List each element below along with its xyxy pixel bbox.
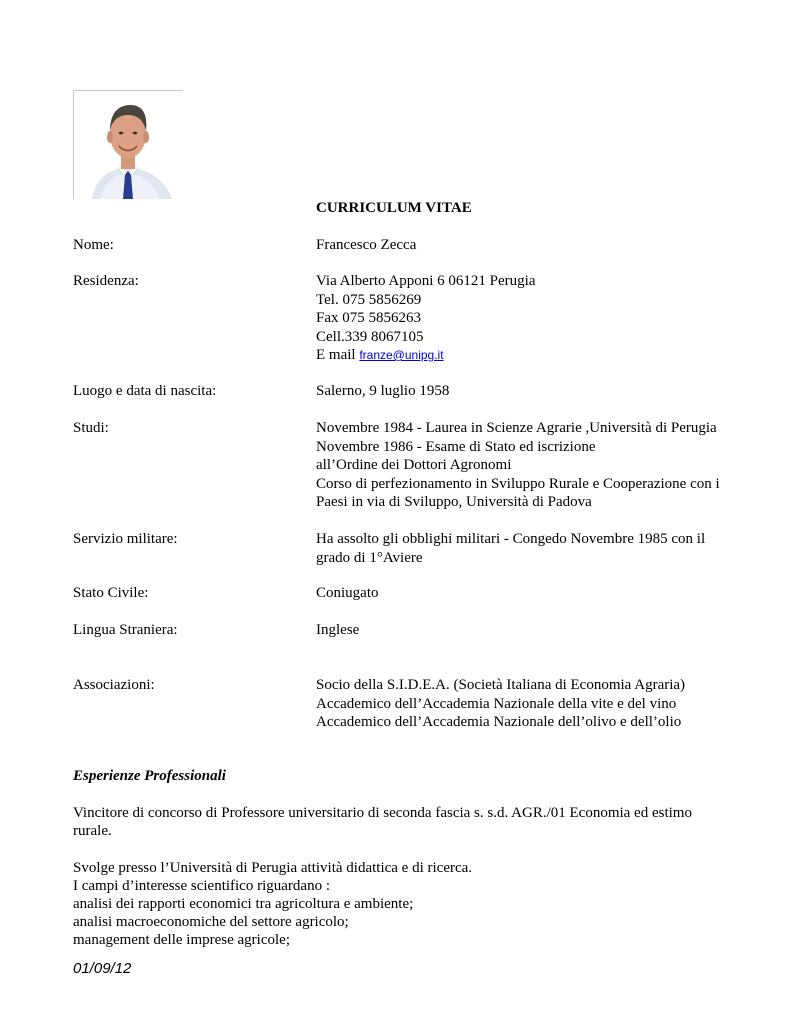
value-line: Salerno, 9 luglio 1958 — [316, 383, 450, 399]
field-value-servizio-militare — [316, 530, 705, 567]
email-link[interactable]: franze@unipg.it — [359, 348, 444, 362]
field-value-associazioni — [316, 676, 685, 732]
field-value-nascita — [316, 382, 449, 401]
field-label-residenza: Residenza: — [73, 273, 139, 289]
field-label-stato-civile: Stato Civile: — [73, 585, 149, 601]
field-value-nome — [316, 236, 416, 255]
field-label-lingua: Lingua Straniera: — [73, 622, 178, 638]
paragraph-line: Svolge presso l’Università di Perugia attività didattica e di ricerca. — [73, 860, 473, 876]
field-label-servizio-militare: Servizio militare: — [73, 531, 178, 547]
paragraph-line: management delle imprese agricole; — [73, 932, 290, 948]
email-line — [316, 346, 536, 365]
paragraph-line: analisi macroeconomiche del settore agricolo; — [73, 914, 349, 930]
section-heading: Esperienze Professionali — [73, 768, 226, 784]
value-line: Accademico dell’Accademia Nazionale dell’olivo e dell’olio — [316, 714, 682, 730]
footer-date: 01/09/12 — [73, 960, 132, 977]
fax-line: Fax 075 5856263 — [316, 310, 421, 326]
value-line: grado di 1°Aviere — [316, 549, 423, 566]
field-value-lingua — [316, 621, 359, 640]
value-line: all’Ordine dei Dottori Agronomi — [316, 457, 512, 473]
value-line: Coniugato — [316, 585, 379, 601]
value-line: Novembre 1986 - Esame di Stato ed iscrizione — [316, 438, 596, 455]
field-value-stato-civile — [316, 584, 379, 603]
portrait-image — [74, 91, 183, 199]
field-value-studi — [316, 419, 720, 512]
cell-line: Cell.339 8067105 — [316, 328, 424, 345]
value-line: Inglese — [316, 622, 360, 638]
field-label-nome: Nome: — [73, 237, 114, 253]
field-label-associazioni: Associazioni: — [73, 677, 155, 693]
value-line: Ha assolto gli obblighi militari - Congedo Novembre 1985 con il — [316, 531, 706, 547]
field-label-studi: Studi: — [73, 420, 109, 436]
value-line: Socio della S.I.D.E.A. (Società Italiana di Economia Agraria) — [316, 677, 686, 693]
address-line: Via Alberto Apponi 6 06121 Perugia — [316, 273, 536, 289]
paragraph-line: rurale. — [73, 823, 112, 839]
value-line: Francesco Zecca — [316, 237, 417, 253]
paragraph-concorso — [73, 804, 733, 840]
email-prefix: E mail — [316, 347, 360, 363]
paragraph-line: I campi d’interesse scientifico riguardano : — [73, 878, 330, 894]
value-line: Accademico dell’Accademia Nazionale della vite e del vino — [316, 695, 677, 712]
field-label-nascita: Luogo e data di nascita: — [73, 383, 217, 399]
paragraph-attivita — [73, 859, 733, 949]
value-line: Paesi in via di Sviluppo, Università di Padova — [316, 494, 592, 510]
profile-photo — [73, 90, 183, 199]
document-title: CURRICULUM VITAE — [316, 200, 472, 216]
value-line: Novembre 1984 - Laurea in Scienze Agrarie ,Università di Perugia — [316, 420, 717, 436]
paragraph-line: analisi dei rapporti economici tra agricoltura e ambiente; — [73, 896, 414, 912]
paragraph-line: Vincitore di concorso di Professore universitario di seconda fascia s. s.d. AGR./01 Economia ed estimo — [73, 805, 692, 821]
phone-line: Tel. 075 5856269 — [316, 291, 422, 308]
value-line: Corso di perfezionamento in Sviluppo Rurale e Cooperazione con i — [316, 475, 720, 492]
field-value-residenza — [316, 272, 536, 365]
